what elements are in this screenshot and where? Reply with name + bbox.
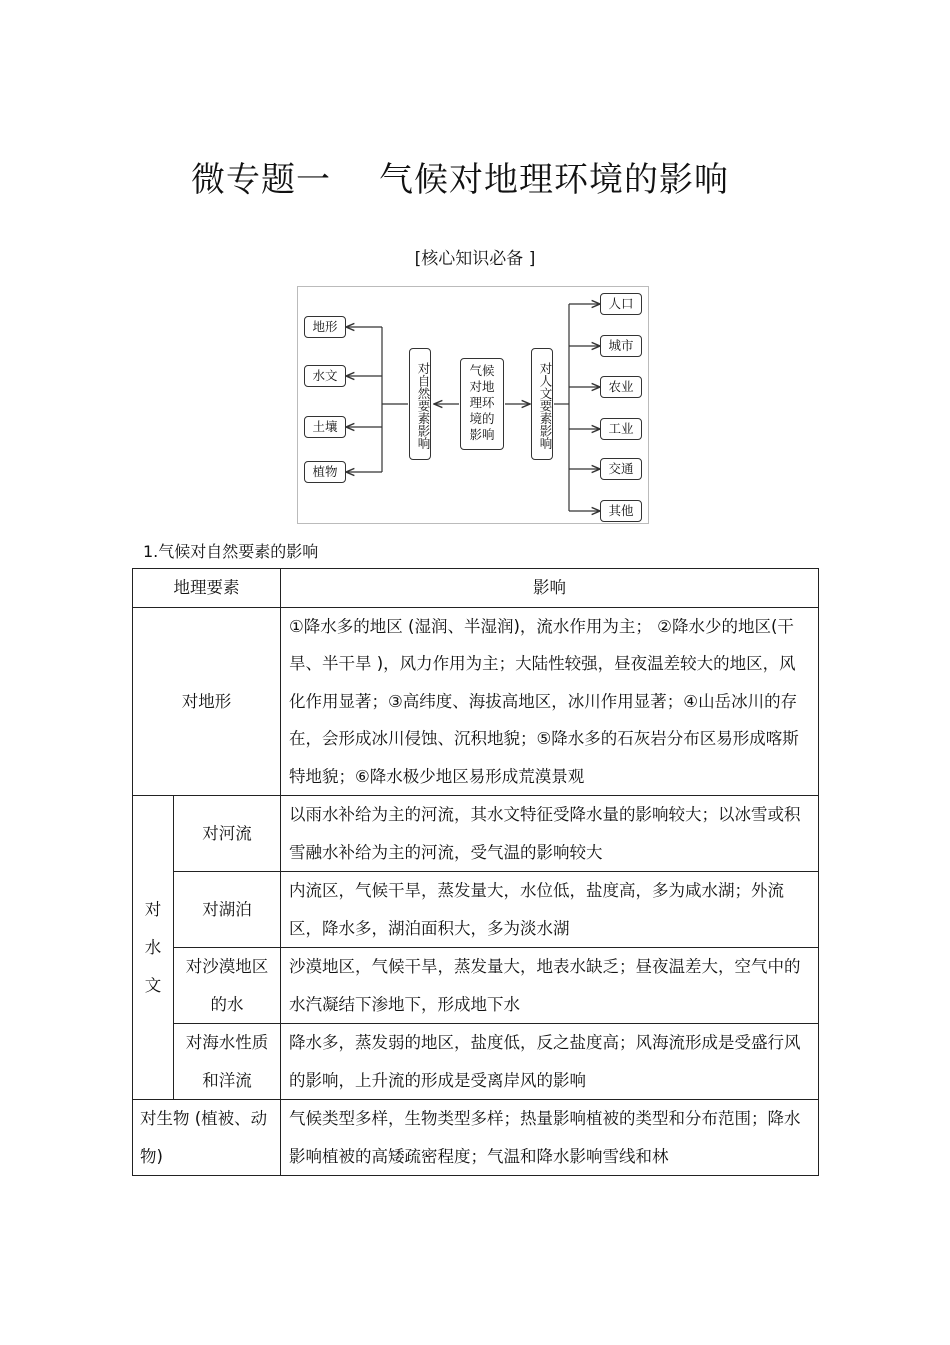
row-content: 沙漠地区，气候干旱，蒸发量大，地表水缺乏；昼夜温差大，空气中的水汽凝结下渗地下，形成地下水 (281, 948, 819, 1024)
table-header-row (133, 569, 819, 608)
row-label: 对生物 (植被、动物) (133, 1100, 281, 1176)
title-part1: 微专题一 (191, 160, 331, 200)
node-nongye: 农业 (600, 376, 642, 398)
node-gongye: 工业 (600, 418, 642, 440)
node-turang: 土壤 (304, 416, 346, 438)
row-label: 对河流 (174, 796, 281, 872)
table-row (133, 1100, 819, 1176)
page-title (0, 152, 920, 201)
row-label: 对沙漠地区的水 (174, 948, 281, 1024)
row-label: 对海水性质和洋流 (174, 1024, 281, 1100)
node-human-group: 对人文要素影响 (531, 348, 553, 460)
node-renkou: 人口 (600, 293, 642, 315)
row-content: ①降水多的地区 (湿润、半湿润)，流水作用为主； ②降水少的地区(干旱、半干旱 )，风力作用为主；大陆性较强，昼夜温差较大的地区，风化作用显著；③高纬度、海拔高地区，冰川作用显著；④山岳冰川的存在，会形成冰川侵蚀、沉积地貌；⑤降水多的石灰岩分布区易形成喀斯特地貌；⑥降水极少地区易形成荒漠景观 (281, 607, 819, 796)
table-row (133, 1024, 819, 1100)
node-shuiwen: 水文 (304, 365, 346, 387)
node-dixing: 地形 (304, 316, 346, 338)
title-part2: 气候对地理环境的影响 (379, 160, 729, 200)
influence-table (132, 568, 819, 1176)
node-zhiwu: 植物 (304, 461, 346, 483)
table-row (133, 607, 819, 796)
header-influence: 影响 (281, 569, 819, 608)
section-heading: 1.气候对自然要素的影响 (143, 542, 319, 561)
row-label: 对湖泊 (174, 872, 281, 948)
table-row (133, 796, 819, 872)
table-row (133, 872, 819, 948)
concept-diagram (297, 286, 651, 524)
row-content: 降水多，蒸发弱的地区，盐度低，反之盐度高；风海流形成是受盛行风的影响，上升流的形成是受离岸风的影响 (281, 1024, 819, 1100)
header-element: 地理要素 (133, 569, 281, 608)
row-group-label (133, 796, 174, 1100)
node-qita: 其他 (600, 500, 642, 522)
row-label: 对地形 (133, 607, 281, 796)
node-chengshi: 城市 (600, 335, 642, 357)
row-content: 内流区，气候干旱，蒸发量大，水位低，盐度高，多为咸水湖；外流区，降水多，湖泊面积大，多为淡水湖 (281, 872, 819, 948)
row-content: 以雨水补给为主的河流，其水文特征受降水量的影响较大；以冰雪或积雪融水补给为主的河流，受气温的影响较大 (281, 796, 819, 872)
node-natural-group: 对自然要素影响 (409, 348, 431, 460)
section-subtitle: [核心知识必备 ] (414, 249, 536, 269)
row-content: 气候类型多样，生物类型多样；热量影响植被的类型和分布范围；降水影响植被的高矮疏密程度；气温和降水影响雪线和林 (281, 1100, 819, 1176)
table-row (133, 948, 819, 1024)
shuiwen-group-label: 对水文 (144, 899, 162, 995)
node-center: 气候对地理环境的影响 (460, 358, 504, 450)
node-jiaotong: 交通 (600, 458, 642, 480)
